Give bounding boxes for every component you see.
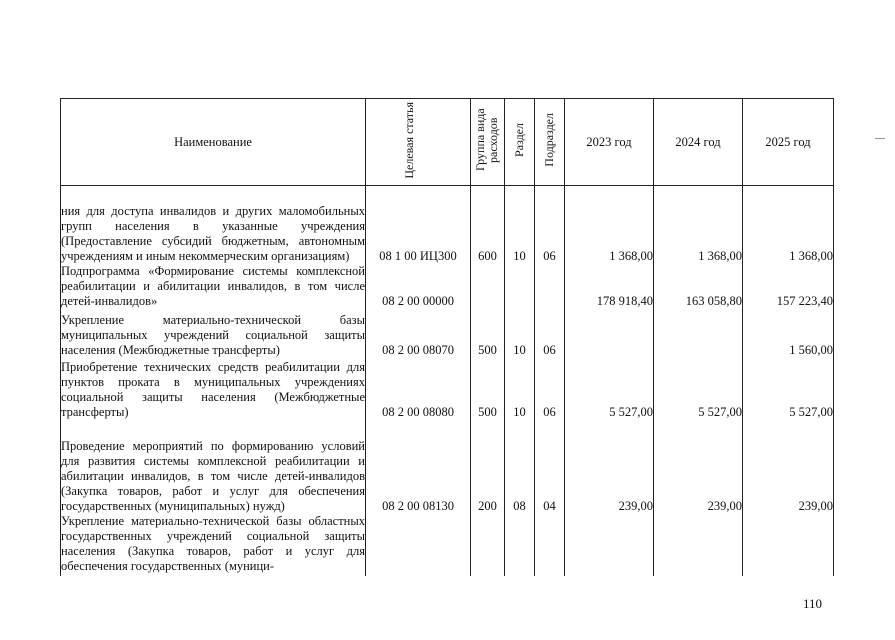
table-row xyxy=(61,264,834,309)
table-row xyxy=(61,309,834,358)
row-2025: 1 560,00 xyxy=(743,309,834,358)
row-2025 xyxy=(743,514,834,576)
row-2023: 1 368,00 xyxy=(565,186,654,264)
budget-table xyxy=(60,98,834,576)
row-section xyxy=(505,514,535,576)
row-section: 10 xyxy=(505,186,535,264)
row-name: Подпрограмма «Формирование системы комплексной реабилитации и абилитации инвалидов, в том числе детей-инвалидов» xyxy=(61,263,365,308)
header-expense-group: Группа вида расходов xyxy=(471,99,505,186)
header-2025: 2025 год xyxy=(743,99,834,186)
table-row xyxy=(61,186,834,264)
header-2023: 2023 год xyxy=(565,99,654,186)
row-2023 xyxy=(565,514,654,576)
row-subsection xyxy=(535,514,565,576)
header-2024: 2024 год xyxy=(654,99,743,186)
row-2024 xyxy=(654,514,743,576)
row-subsection xyxy=(535,264,565,309)
row-2024: 5 527,00 xyxy=(654,358,743,420)
row-code xyxy=(366,514,471,576)
row-subsection: 04 xyxy=(535,420,565,514)
row-name: Укрепление материально-технической базы муниципальных учреждений социальной защиты населения (Межбюджетные трансферты) xyxy=(61,309,366,358)
row-name: Приобретение технических средств реабилитации для пунктов проката в муниципальных учреждениях социальной защиты населения (Межбюджетные трансферты) xyxy=(61,359,365,419)
row-2023: 178 918,40 xyxy=(565,264,654,309)
page-number: 110 xyxy=(803,596,823,611)
row-2025: 5 527,00 xyxy=(743,358,834,420)
row-group: 600 xyxy=(471,186,505,264)
header-target-article: Целевая статья xyxy=(366,99,471,186)
row-2023 xyxy=(565,309,654,358)
table-row xyxy=(61,514,834,576)
table-row xyxy=(61,420,834,514)
row-name: ния для доступа инвалидов и других маломобильных групп населения в указанные учреждения (Предоставление субсидий бюджетным, автономным учреждениям и иным некоммерческим организациям) xyxy=(61,186,366,264)
row-name: Укрепление материально-технической базы областных государственных учреждений социальной защиты населения (Закупка товаров, работ и услуг для обеспечения государственных (муници- xyxy=(61,514,366,576)
row-code: 08 2 00 08070 xyxy=(366,309,471,358)
row-2024: 163 058,80 xyxy=(654,264,743,309)
row-section xyxy=(505,264,535,309)
row-code: 08 1 00 ИЦ300 xyxy=(366,186,471,264)
row-code: 08 2 00 08080 xyxy=(366,358,471,420)
row-code: 08 2 00 08130 xyxy=(366,420,471,514)
row-2025: 157 223,40 xyxy=(743,264,834,309)
header-name: Наименование xyxy=(61,99,366,186)
table-header-row xyxy=(61,99,834,186)
row-group xyxy=(471,514,505,576)
table-row xyxy=(61,358,834,420)
row-section: 10 xyxy=(505,309,535,358)
row-group: 200 xyxy=(471,420,505,514)
row-2025: 239,00 xyxy=(743,420,834,514)
row-section: 10 xyxy=(505,358,535,420)
row-subsection: 06 xyxy=(535,186,565,264)
row-2024: 239,00 xyxy=(654,420,743,514)
row-2024: 1 368,00 xyxy=(654,186,743,264)
row-group: 500 xyxy=(471,358,505,420)
row-code: 08 2 00 00000 xyxy=(366,264,471,309)
header-subsection: Подраздел xyxy=(535,99,565,186)
header-section: Раздел xyxy=(505,99,535,186)
row-section: 08 xyxy=(505,420,535,514)
row-2024 xyxy=(654,309,743,358)
row-subsection: 06 xyxy=(535,309,565,358)
row-2025: 1 368,00 xyxy=(743,186,834,264)
row-group: 500 xyxy=(471,309,505,358)
scan-edge-mark xyxy=(875,138,885,139)
row-group xyxy=(471,264,505,309)
row-name: Проведение мероприятий по формированию условий для развития системы комплексной реабилитации и абилитации инвалидов, в том числе детей-инвалидов (Закупка товаров, работ и услуг для обеспечения государственных (муниципальных) нужд) xyxy=(61,420,366,514)
row-subsection: 06 xyxy=(535,358,565,420)
row-2023: 5 527,00 xyxy=(565,358,654,420)
row-2023: 239,00 xyxy=(565,420,654,514)
